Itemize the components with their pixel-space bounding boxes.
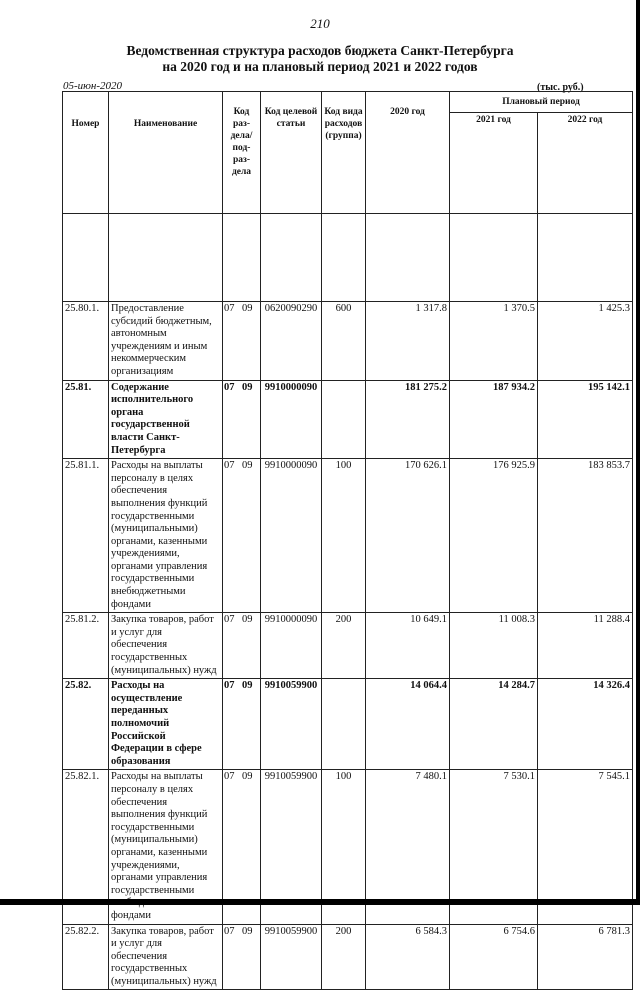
subsection-code: 09 xyxy=(242,460,253,472)
subsection-code: 09 xyxy=(242,925,253,937)
row-2020: 170 626.1 xyxy=(366,459,450,613)
document-date: 05-июн-2020 xyxy=(63,80,123,92)
header-year-2021: 2021 год xyxy=(450,113,538,214)
row-name: Закупка товаров, работ и услуг для обеспечения государственных (муниципальных) нужд xyxy=(109,924,223,990)
row-2022: 6 781.3 xyxy=(538,924,633,990)
document-title xyxy=(0,43,640,75)
row-number: 25.81.2. xyxy=(63,613,109,679)
subsection-code: 09 xyxy=(242,614,253,626)
row-number: 25.82. xyxy=(63,679,109,770)
row-number: 25.81. xyxy=(63,380,109,459)
row-section-code xyxy=(223,459,261,613)
row-2021: 14 284.7 xyxy=(450,679,538,770)
section-code: 07 xyxy=(224,680,235,692)
row-2021: 7 530.1 xyxy=(450,770,538,924)
row-2021: 11 008.3 xyxy=(450,613,538,679)
section-code: 07 xyxy=(224,925,235,937)
row-name: Содержание исполнительного органа государственной власти Санкт-Петербурга xyxy=(109,380,223,459)
header-row-1 xyxy=(63,92,633,113)
row-target-code: 9910000090 xyxy=(261,613,322,679)
row-2021: 176 925.9 xyxy=(450,459,538,613)
row-2022: 7 545.1 xyxy=(538,770,633,924)
table-row xyxy=(63,302,633,381)
section-code: 07 xyxy=(224,771,235,783)
subsection-code: 09 xyxy=(242,381,253,393)
header-section-code: Код раз-дела/ под-раз-дела xyxy=(223,92,261,214)
row-number: 25.80.1. xyxy=(63,302,109,381)
row-2020: 181 275.2 xyxy=(366,380,450,459)
row-name: Предоставление субсидий бюджетным, автономным учреждениям и иным некоммерческим организациям xyxy=(109,302,223,381)
row-expense-type: 100 xyxy=(322,459,366,613)
section-code: 07 xyxy=(224,614,235,626)
table-row xyxy=(63,924,633,990)
row-name: Расходы на осуществление переданных полномочий Российской Федерации в сфере образования xyxy=(109,679,223,770)
row-2022: 195 142.1 xyxy=(538,380,633,459)
row-target-code: 9910059900 xyxy=(261,679,322,770)
row-expense-type: 200 xyxy=(322,924,366,990)
row-number: 25.82.2. xyxy=(63,924,109,990)
row-number: 25.81.1. xyxy=(63,459,109,613)
row-expense-type xyxy=(322,380,366,459)
units-label: (тыс. руб.) xyxy=(537,82,584,93)
header-target-code: Код целевой статьи xyxy=(261,92,322,214)
row-2020: 7 480.1 xyxy=(366,770,450,924)
row-2020: 6 584.3 xyxy=(366,924,450,990)
row-target-code: 9910059900 xyxy=(261,924,322,990)
row-2020: 10 649.1 xyxy=(366,613,450,679)
scan-border-bottom xyxy=(0,899,640,905)
scan-border-right xyxy=(636,0,640,905)
row-2022: 11 288.4 xyxy=(538,613,633,679)
row-2022: 183 853.7 xyxy=(538,459,633,613)
row-section-code xyxy=(223,380,261,459)
row-2021: 1 370.5 xyxy=(450,302,538,381)
row-section-code xyxy=(223,679,261,770)
row-name: Расходы на выплаты персоналу в целях обеспечения выполнения функций государственными (муниципальными) органами, казенными учреждениями, органами управления государственными фондами xyxy=(109,770,223,924)
row-expense-type xyxy=(322,679,366,770)
row-2020: 1 317.8 xyxy=(366,302,450,381)
row-target-code: 9910000090 xyxy=(261,380,322,459)
subsection-code: 09 xyxy=(242,771,253,783)
row-name: Закупка товаров, работ и услуг для обеспечения государственных (муниципальных) нужд xyxy=(109,613,223,679)
table-row xyxy=(63,380,633,459)
row-expense-type: 600 xyxy=(322,302,366,381)
row-section-code xyxy=(223,302,261,381)
row-2020: 14 064.4 xyxy=(366,679,450,770)
row-name: Расходы на выплаты персоналу в целях обеспечения выполнения функций государственными (муниципальными) органами, казенными учреждениями, органами управления государственными внебюджетными фондами xyxy=(109,459,223,613)
row-target-code: 0620090290 xyxy=(261,302,322,381)
section-code: 07 xyxy=(224,381,235,393)
header-name: Наименование xyxy=(109,92,223,214)
row-target-code: 9910000090 xyxy=(261,459,322,613)
subsection-code: 09 xyxy=(242,680,253,692)
row-2021: 6 754.6 xyxy=(450,924,538,990)
header-spacer-row xyxy=(63,214,633,302)
table-row xyxy=(63,679,633,770)
table-row xyxy=(63,613,633,679)
page-number: 210 xyxy=(310,16,330,31)
budget-table xyxy=(62,91,633,990)
subsection-code: 09 xyxy=(242,303,253,314)
row-section-code xyxy=(223,613,261,679)
row-2022: 14 326.4 xyxy=(538,679,633,770)
title-line-1: Ведомственная структура расходов бюджета Санкт-Петербурга xyxy=(126,43,514,58)
table-row xyxy=(63,459,633,613)
header-number: Номер xyxy=(63,92,109,214)
title-line-2: на 2020 год и на плановый период 2021 и 2022 годов xyxy=(162,59,478,74)
header-year-2020: 2020 год xyxy=(366,92,450,214)
header-year-2022: 2022 год xyxy=(538,113,633,214)
header-expense-type-code: Код вида расходов (группа) xyxy=(322,92,366,214)
header-planned-period: Плановый период xyxy=(450,92,633,113)
row-2022: 1 425.3 xyxy=(538,302,633,381)
row-2021: 187 934.2 xyxy=(450,380,538,459)
row-section-code xyxy=(223,924,261,990)
row-number: 25.82.1. xyxy=(63,770,109,924)
section-code: 07 xyxy=(224,303,235,314)
row-expense-type: 200 xyxy=(322,613,366,679)
section-code: 07 xyxy=(224,460,235,472)
row-expense-type: 100 xyxy=(322,770,366,924)
row-target-code: 9910059900 xyxy=(261,770,322,924)
